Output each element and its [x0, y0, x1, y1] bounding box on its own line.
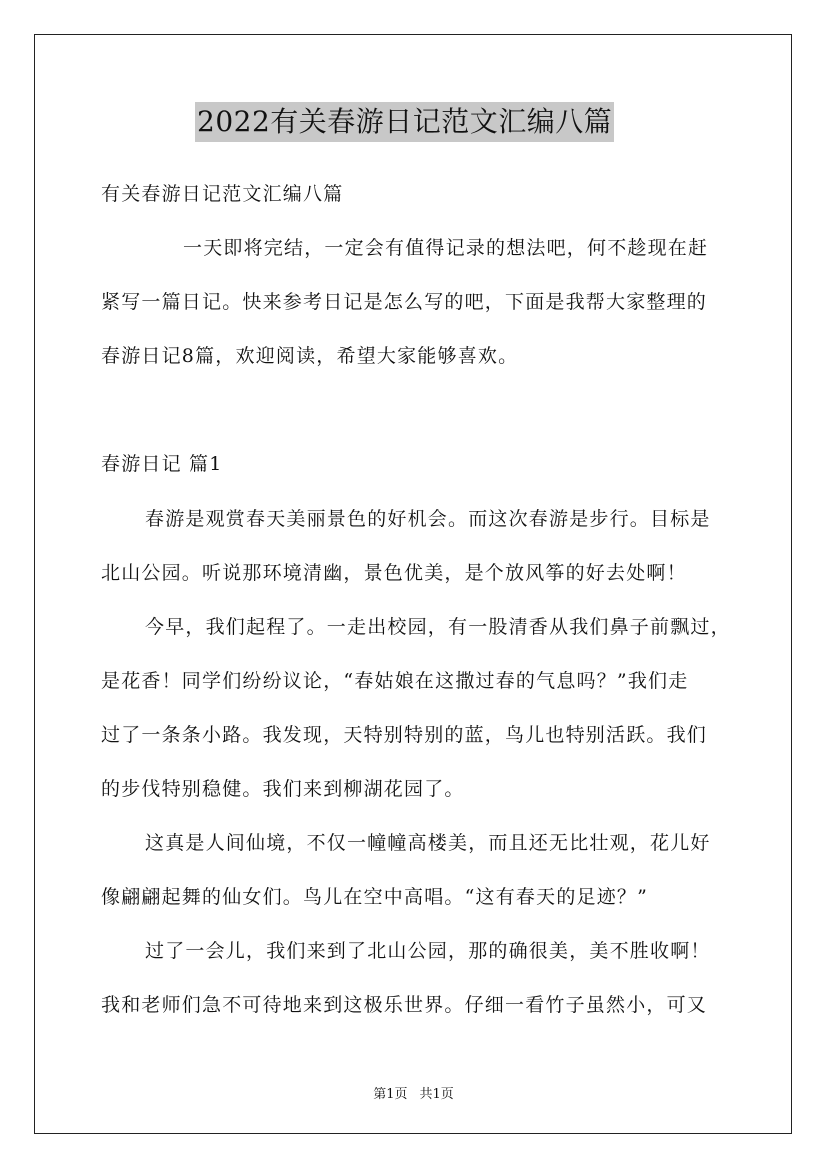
- section-heading: 春游日记 篇1: [101, 453, 223, 475]
- page-footer: [0, 1083, 827, 1102]
- page-number: 第1页: [373, 1087, 408, 1102]
- body-line: 我和老师们急不可待地来到这极乐世界。仔细一看竹子虽然小，可又: [101, 994, 708, 1016]
- body-line: 这真是人间仙境，不仅一幢幢高楼美，而且还无比壮观，花儿好: [145, 832, 711, 854]
- document-subtitle: 有关春游日记范文汇编八篇: [101, 183, 344, 205]
- intro-line: 春游日记8篇，欢迎阅读，希望大家能够喜欢。: [101, 345, 519, 367]
- body-line: 过了一条条小路。我发现，天特别特别的蓝，鸟儿也特别活跃。我们: [101, 724, 708, 746]
- body-line: 北山公园。听说那环境清幽，景色优美，是个放风筝的好去处啊！: [101, 562, 687, 584]
- body-line: 是花香！同学们纷纷议论，“春姑娘在这撒过春的气息吗？”我们走: [101, 670, 689, 692]
- document-title: 2022有关春游日记范文汇编八篇: [195, 102, 614, 142]
- body-line: 的步伐特别稳健。我们来到柳湖花园了。: [101, 778, 465, 800]
- body-line: 过了一会儿，我们来到了北山公园，那的确很美，美不胜收啊！: [145, 940, 711, 962]
- intro-line: 一天即将完结，一定会有值得记录的想法吧，何不趁现在赶: [183, 237, 709, 259]
- body-line: 春游是观赏春天美丽景色的好机会。而这次春游是步行。目标是: [145, 508, 711, 530]
- intro-line: 紧写一篇日记。快来参考日记是怎么写的吧，下面是我帮大家整理的: [101, 291, 708, 313]
- body-line: 今早，我们起程了。一走出校园，有一股清香从我们鼻子前飘过，: [145, 616, 731, 638]
- page-total: 共1页: [419, 1087, 454, 1102]
- body-line: 像翩翩起舞的仙女们。鸟儿在空中高唱。“这有春天的足迹？”: [101, 886, 649, 908]
